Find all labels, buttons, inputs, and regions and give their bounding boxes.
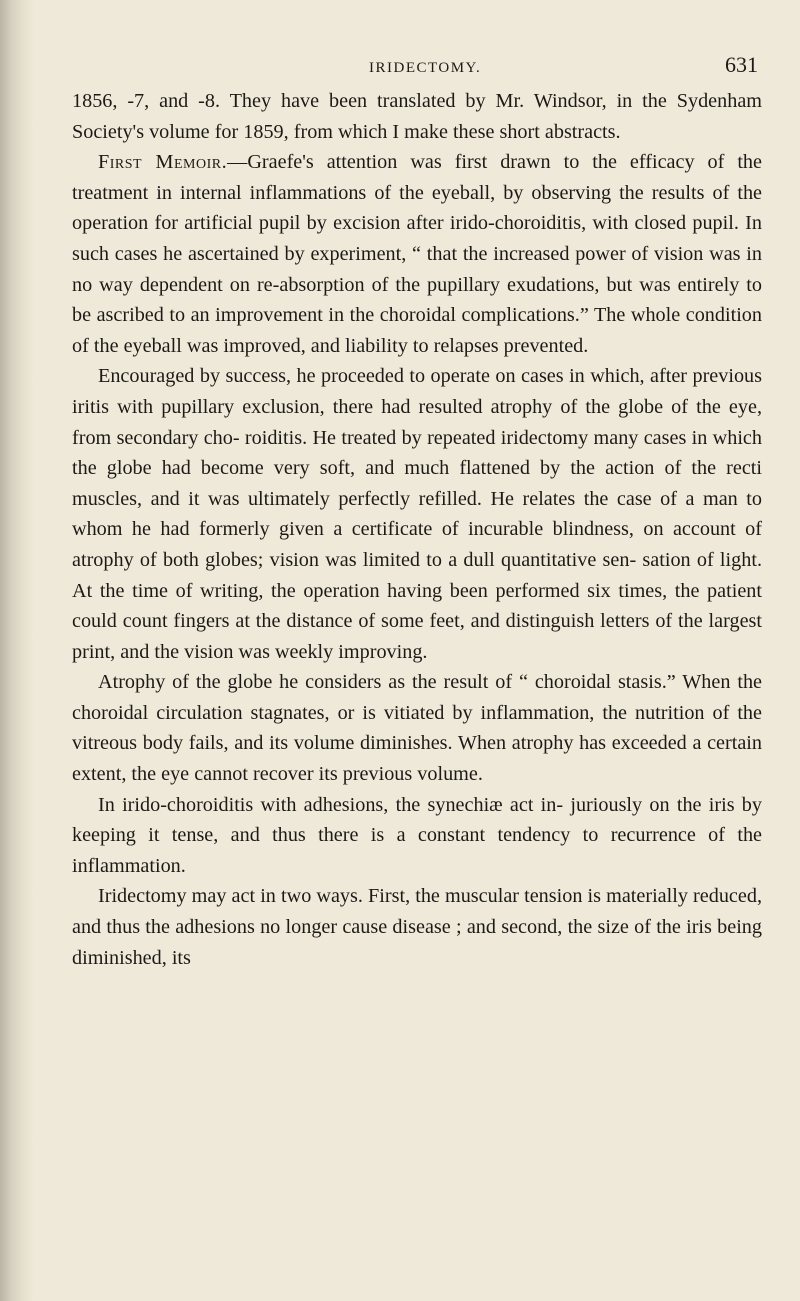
paragraph-4: Atrophy of the globe he considers as the result of “ choroidal stasis.” When the choroidal circulation stagnates, or is vitiated by inflammation, the nutrition of the vitreous body fails, and its volume diminishes. When atrophy has exceeded a certain extent, the eye cannot recover its previous volume. [72,671,762,786]
paragraph-6: Iridectomy may act in two ways. First, the muscular tension is materially reduced, and thus the adhesions no longer cause disease ; and second, the size of the iris being diminished, its [72,885,762,969]
body-text [72,86,762,973]
paragraph-5: In irido-choroiditis with adhesions, the synechiæ act in- juriously on the iris by keeping it tense, and thus there is a constant tendency to recurrence of the inflammation. [72,793,762,877]
running-title: IRIDECTOMY. [369,60,482,76]
book-page [72,52,762,1287]
paragraph-3: Encouraged by success, he proceeded to operate on cases in which, after previous iritis with pupillary exclusion, there had resulted atrophy of the globe of the eye, from secondary cho- roiditis. He treated by repeated iridectomy many cases in which the globe had become very soft, and much flattened by the action of the recti muscles, and it was ultimately perfectly refilled. He relates the case of a man to whom he had formerly given a certificate of incurable blindness, on account of atrophy of both globes; vision was limited to a dull quantitative sen- sation of light. At the time of writing, the operation having been performed six times, the patient could count fingers at the distance of some feet, and distinguish letters of the largest print, and the vision was weekly improving. [72,365,762,663]
section-lead: First Memoir. [98,151,228,174]
page-number: 631 [725,52,758,77]
paragraph-2-text: —Graefe's attention was first drawn to the efficacy of the treatment in internal inflammations of the eyeball, by observing the results of the operation for artificial pupil by excision after irido-choroiditis, with closed pupil. In such cases he ascertained by experiment, “ that the increased power of vision was in no way dependent on re-absorption of the pupillary exudations, but was entirely to be ascribed to an improvement in the choroidal complications.” The whole condition of the eyeball was improved, and liability to relapses prevented. [72,151,762,357]
book-spine-shadow [0,0,34,1301]
paragraph-first-memoir [72,147,762,361]
paragraph-1: 1856, -7, and -8. They have been translated by Mr. Windsor, in the Sydenham Society's volume for 1859, from which I make these short abstracts. [72,90,762,143]
running-head [72,52,762,86]
